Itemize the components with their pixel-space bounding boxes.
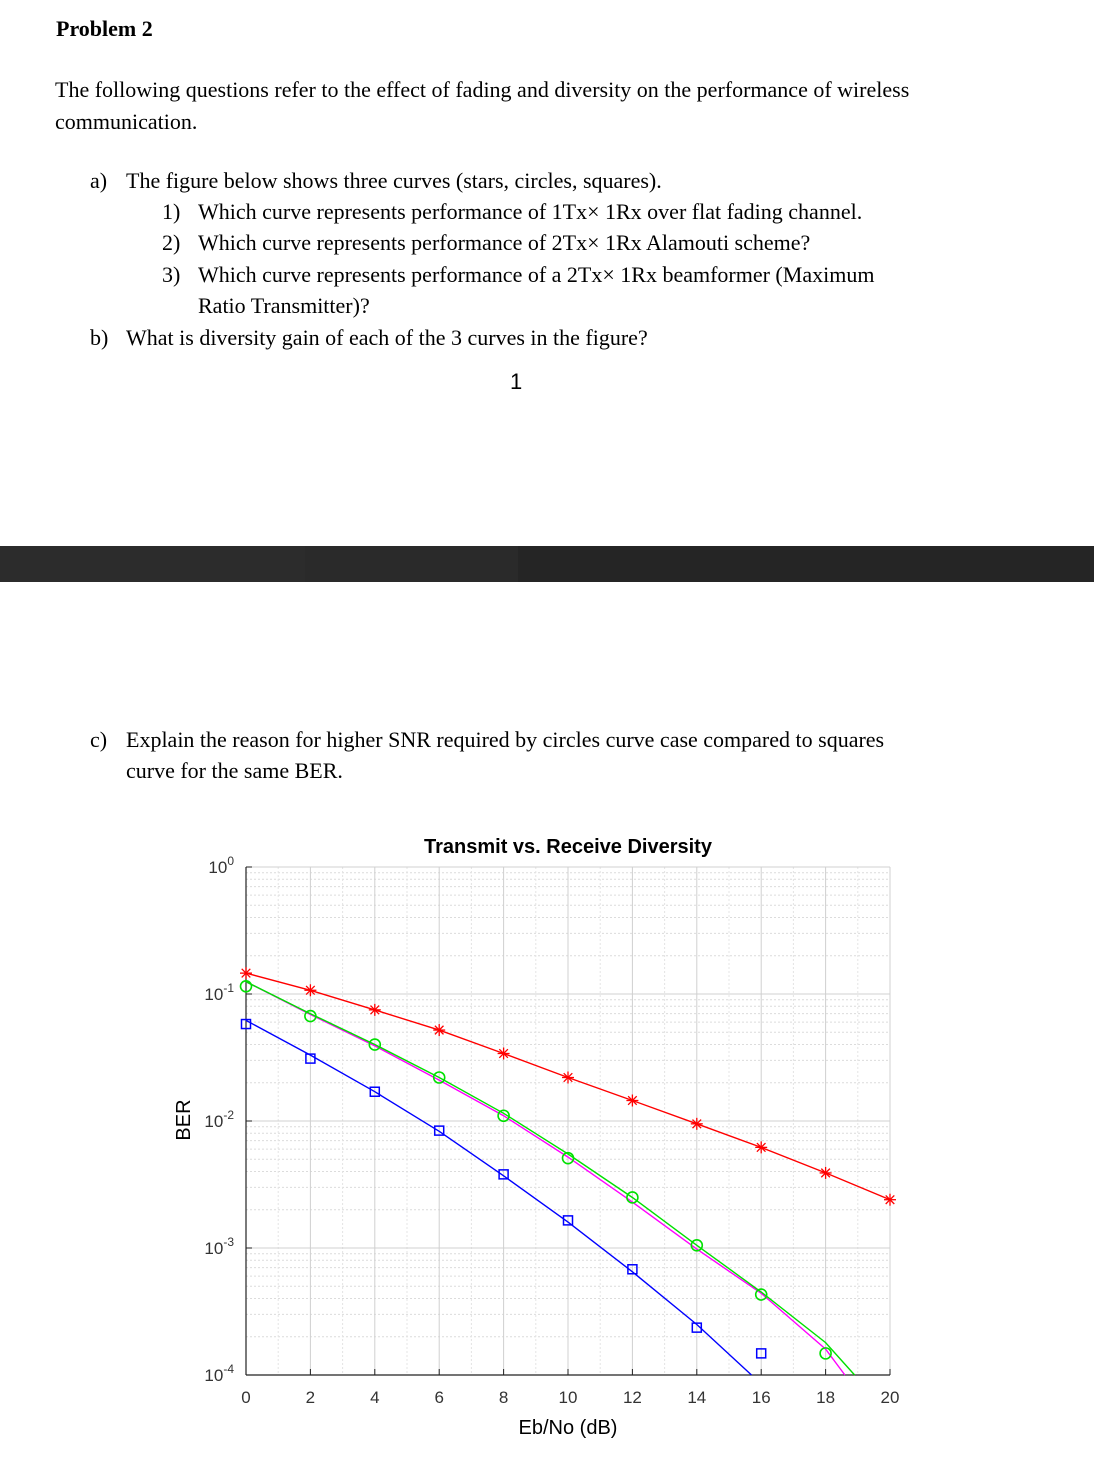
star-marker bbox=[626, 1095, 638, 1107]
question-c-line-2: curve for the same BER. bbox=[126, 758, 343, 783]
question-c-label: c) bbox=[90, 727, 108, 752]
ber-chart bbox=[0, 820, 1094, 1463]
x-tick-label: 2 bbox=[305, 1388, 316, 1407]
x-tick-label: 0 bbox=[241, 1388, 251, 1407]
chart-y-tick-labels bbox=[204, 854, 234, 1385]
star-marker bbox=[240, 967, 252, 979]
y-tick-label: $10^{-4}$ bbox=[204, 1362, 234, 1385]
question-a2-text: Which curve represents performance of 2Tx× 1Rx Alamouti scheme? bbox=[198, 230, 811, 255]
intro-line-1: The following questions refer to the effect of fading and diversity on the performance of wireless bbox=[55, 77, 910, 102]
x-tick-label: 10 bbox=[558, 1388, 578, 1407]
star-marker bbox=[369, 1004, 381, 1016]
question-a3-continuation: Ratio Transmitter)? bbox=[198, 293, 370, 318]
question-a2-number: 2) bbox=[162, 230, 181, 255]
star-marker bbox=[884, 1194, 896, 1206]
question-c-line-1: Explain the reason for higher SNR required by circles curve case compared to squares bbox=[126, 727, 885, 752]
x-tick-label: 16 bbox=[751, 1388, 771, 1407]
question-a-text: The figure below shows three curves (stars, circles, squares). bbox=[126, 168, 662, 193]
magenta-line bbox=[246, 982, 845, 1375]
x-tick-label: 20 bbox=[880, 1388, 900, 1407]
question-a1-text: Which curve represents performance of 1Tx× 1Rx over flat fading channel. bbox=[198, 199, 863, 224]
x-tick-label: 8 bbox=[498, 1388, 509, 1407]
intro-line-2: communication. bbox=[55, 109, 198, 134]
y-tick-label: $10^0$ bbox=[208, 854, 234, 877]
y-tick-label: $10^{-2}$ bbox=[204, 1108, 234, 1131]
y-tick-label: $10^{-1}$ bbox=[204, 981, 234, 1004]
dark-toolbar-strip bbox=[0, 546, 1094, 582]
star-marker bbox=[562, 1072, 574, 1084]
x-tick-label: 14 bbox=[687, 1388, 707, 1407]
chart-y-label: BER bbox=[173, 1099, 195, 1141]
x-tick-label: 12 bbox=[622, 1388, 642, 1407]
star-marker bbox=[498, 1048, 510, 1060]
star-marker bbox=[691, 1118, 703, 1130]
question-b-text: What is diversity gain of each of the 3 curves in the figure? bbox=[126, 325, 648, 350]
question-a3-text: Which curve represents performance of a 2Tx× 1Rx beamformer (Maximum bbox=[198, 262, 875, 287]
chart-x-label: Eb/No (dB) bbox=[518, 1417, 618, 1439]
star-marker bbox=[755, 1141, 767, 1153]
question-a-label: a) bbox=[90, 168, 108, 193]
question-b-label: b) bbox=[90, 325, 109, 350]
question-a3-number: 3) bbox=[162, 262, 181, 287]
circles-line bbox=[246, 982, 855, 1375]
problem-title: Problem 2 bbox=[56, 16, 153, 41]
y-tick-label: $10^{-3}$ bbox=[204, 1235, 234, 1258]
intro-paragraph bbox=[55, 74, 1015, 138]
star-marker bbox=[304, 984, 316, 996]
answer-note: 1 bbox=[510, 369, 523, 394]
star-marker bbox=[820, 1167, 832, 1179]
x-tick-label: 4 bbox=[370, 1388, 380, 1407]
question-a1-number: 1) bbox=[162, 199, 181, 224]
squares-line bbox=[246, 1020, 752, 1375]
star-marker bbox=[433, 1024, 445, 1036]
x-tick-label: 6 bbox=[434, 1388, 444, 1407]
x-tick-label: 18 bbox=[816, 1388, 836, 1407]
chart-x-tick-labels bbox=[241, 1388, 899, 1407]
chart-title: Transmit vs. Receive Diversity bbox=[424, 836, 712, 858]
